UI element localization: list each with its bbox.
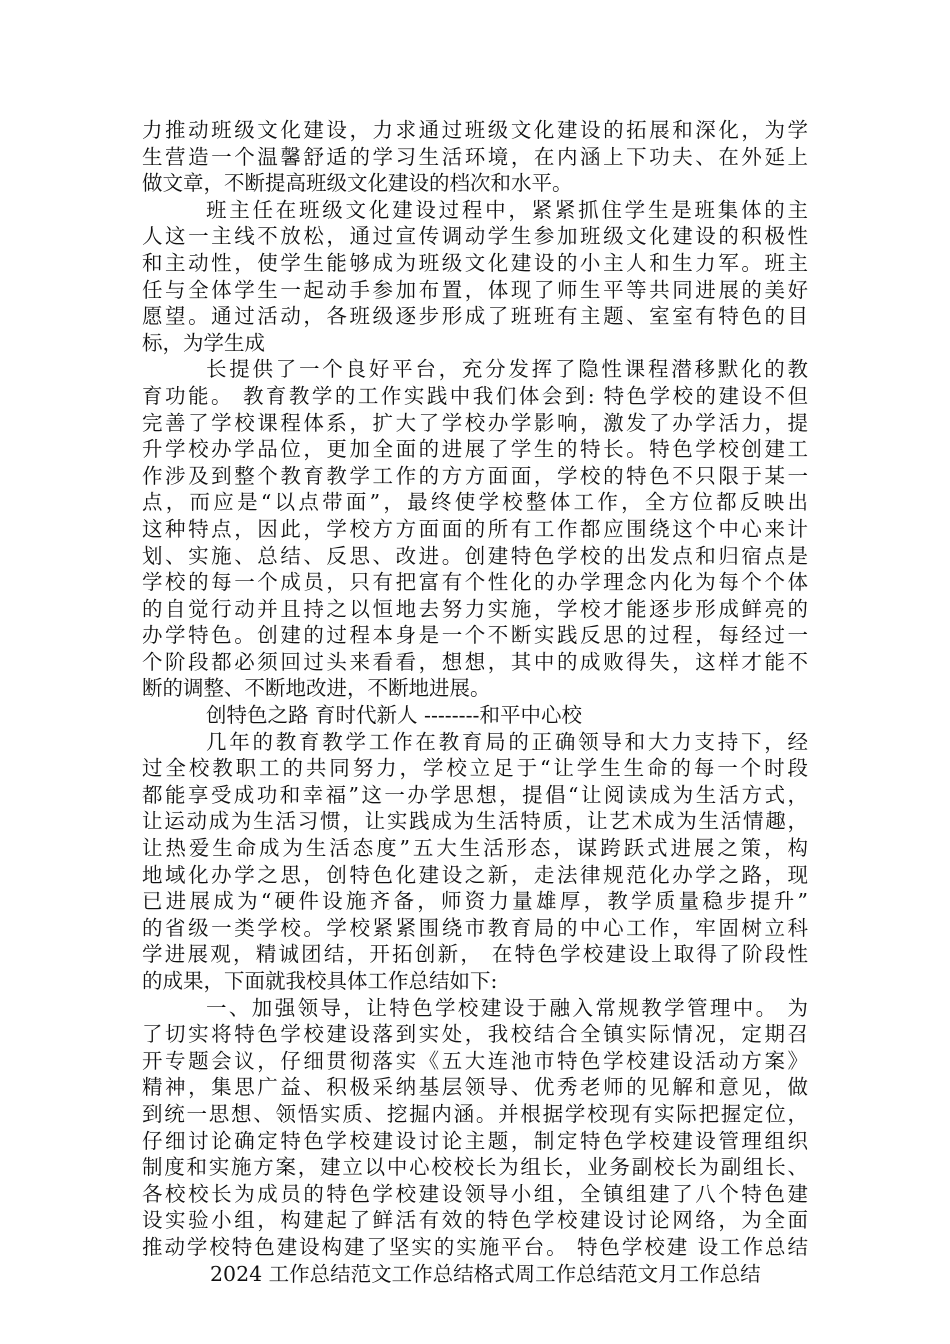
footer-keywords-line: 2024 工作总结范文工作总结格式周工作总结范文月工作总结 <box>210 1261 761 1286</box>
text-line: 升学校办学品位，更加全面的进展了学生的特长。特色学校创建工 <box>142 437 808 462</box>
text-line: 设实验小组，构建起了鲜活有效的特色学校建设讨论网络，为全面 <box>142 1208 808 1233</box>
text-line: 的省级一类学校。学校紧紧围绕市教育局的中心工作，牢固树立科 <box>142 915 808 940</box>
text-line: 地域化办学之思，创特色化建设之新，走法律规范化办学之路，现 <box>142 862 808 887</box>
paragraph-start-line: 长提供了一个良好平台，充分发挥了隐性课程潜移默化的教 <box>206 357 808 382</box>
text-line: 的成果，下面就我校具体工作总结如下: <box>142 969 498 993</box>
text-line: 让运动成为生活习惯，让实践成为生活特质，让艺术成为生活情趣， <box>142 809 808 834</box>
text-line: 各校校长为成员的特色学校建设领导小组，全镇组建了八个特色建 <box>142 1181 808 1206</box>
text-line: 开专题会议，仔细贯彻落实《五大连池市特色学校建设活动方案》 <box>142 1048 808 1073</box>
text-line: 制度和实施方案，建立以中心校校长为组长，业务副校长为副组长、 <box>142 1155 808 1180</box>
text-line: 愿望。通过活动，各班级逐步形成了班班有主题、室室有特色的目 <box>142 304 808 329</box>
document-page <box>142 117 808 1287</box>
text-line: 都能享受成功和幸福”这一办学思想，提倡“让阅读成为生活方式， <box>142 782 808 807</box>
text-line: 育功能。 教育教学的工作实践中我们体会到: 特色学校的建设不但 <box>142 383 808 408</box>
text-line: 力推动班级文化建设，力求通过班级文化建设的拓展和深化，为学 <box>142 118 808 142</box>
text-line: 这种特点，因此，学校方方面面的所有工作都应围绕这个中心来计 <box>142 516 808 541</box>
text-line: 断的调整、不断地改进，不断地进展。 <box>142 676 491 701</box>
paragraph-start-line: 一、加强领导，让特色学校建设于融入常规教学管理中。 为 <box>206 995 808 1020</box>
text-line: 和主动性，使学生能够成为班级文化建设的小主人和生力军。班主 <box>142 250 808 275</box>
paragraph-start-line: 几年的教育教学工作在教育局的正确领导和大力支持下，经 <box>206 729 808 754</box>
text-line: 让热爱生命成为生活态度”五大生活形态，谋跨跃式进展之策，构 <box>142 836 808 861</box>
text-line: 人这一主线不放松，通过宣传调动学生参加班级文化建设的积极性 <box>142 224 808 249</box>
text-line: 推动学校特色建设构建了坚实的实施平台。 特色学校建 设工作总结 <box>142 1234 808 1259</box>
text-line: 过全校教职工的共同努力，学校立足于“让学生生命的每一个时段 <box>142 756 808 781</box>
text-line: 学校的每一个成员，只有把富有个性化的办学理念内化为每个个体 <box>142 570 808 595</box>
text-line: 仔细讨论确定特色学校建设讨论主题，制定特色学校建设管理组织 <box>142 1128 808 1153</box>
text-line: 精神，集思广益、积极采纳基层领导、优秀老师的见解和意见，做 <box>142 1075 808 1100</box>
text-line: 办学特色。创建的过程本身是一个不断实践反思的过程，每经过一 <box>142 623 808 648</box>
paragraph-start-line: 班主任在班级文化建设过程中，紧紧抓住学生是班集体的主 <box>206 197 808 222</box>
text-line: 作涉及到整个教育教学工作的方方面面，学校的特色不只限于某一 <box>142 463 808 488</box>
text-line: 生营造一个温馨舒适的学习生活环境，在内涵上下功夫、在外延上 <box>142 144 808 169</box>
text-line: 点，而应是“以点带面”，最终使学校整体工作，全方位都反映出 <box>142 490 808 515</box>
text-line: 任与全体学生一起动手参加布置，体现了师生平等共同进展的美好 <box>142 277 808 302</box>
text-line: 完善了学校课程体系，扩大了学校办学影响，激发了办学活力，提 <box>142 410 808 435</box>
text-line: 个阶段都必须回过头来看看，想想，其中的成败得失，这样才能不 <box>142 649 808 674</box>
text-line: 到统一思想、领悟实质、挖掘内涵。并根据学校现有实际把握定位， <box>142 1101 808 1126</box>
text-line: 学进展观，精诚团结，开拓创新， 在特色学校建设上取得了阶段性 <box>142 942 808 967</box>
text-line: 标，为学生成 <box>142 330 265 355</box>
text-line: 划、实施、总结、反思、改进。创建特色学校的出发点和归宿点是 <box>142 543 808 568</box>
text-line: 已进展成为“硬件设施齐备，师资力量雄厚，教学质量稳步提升” <box>142 889 808 914</box>
text-line: 了切实将特色学校建设落到实处，我校结合全镇实际情况，定期召 <box>142 1022 808 1047</box>
text-line: 的自觉行动并且持之以恒地去努力实施，学校才能逐步形成鲜亮的 <box>142 596 808 621</box>
section-title: 创特色之路 育时代新人 --------和平中心校 <box>206 703 582 728</box>
text-line: 做文章，不断提高班级文化建设的档次和水平。 <box>142 171 573 196</box>
